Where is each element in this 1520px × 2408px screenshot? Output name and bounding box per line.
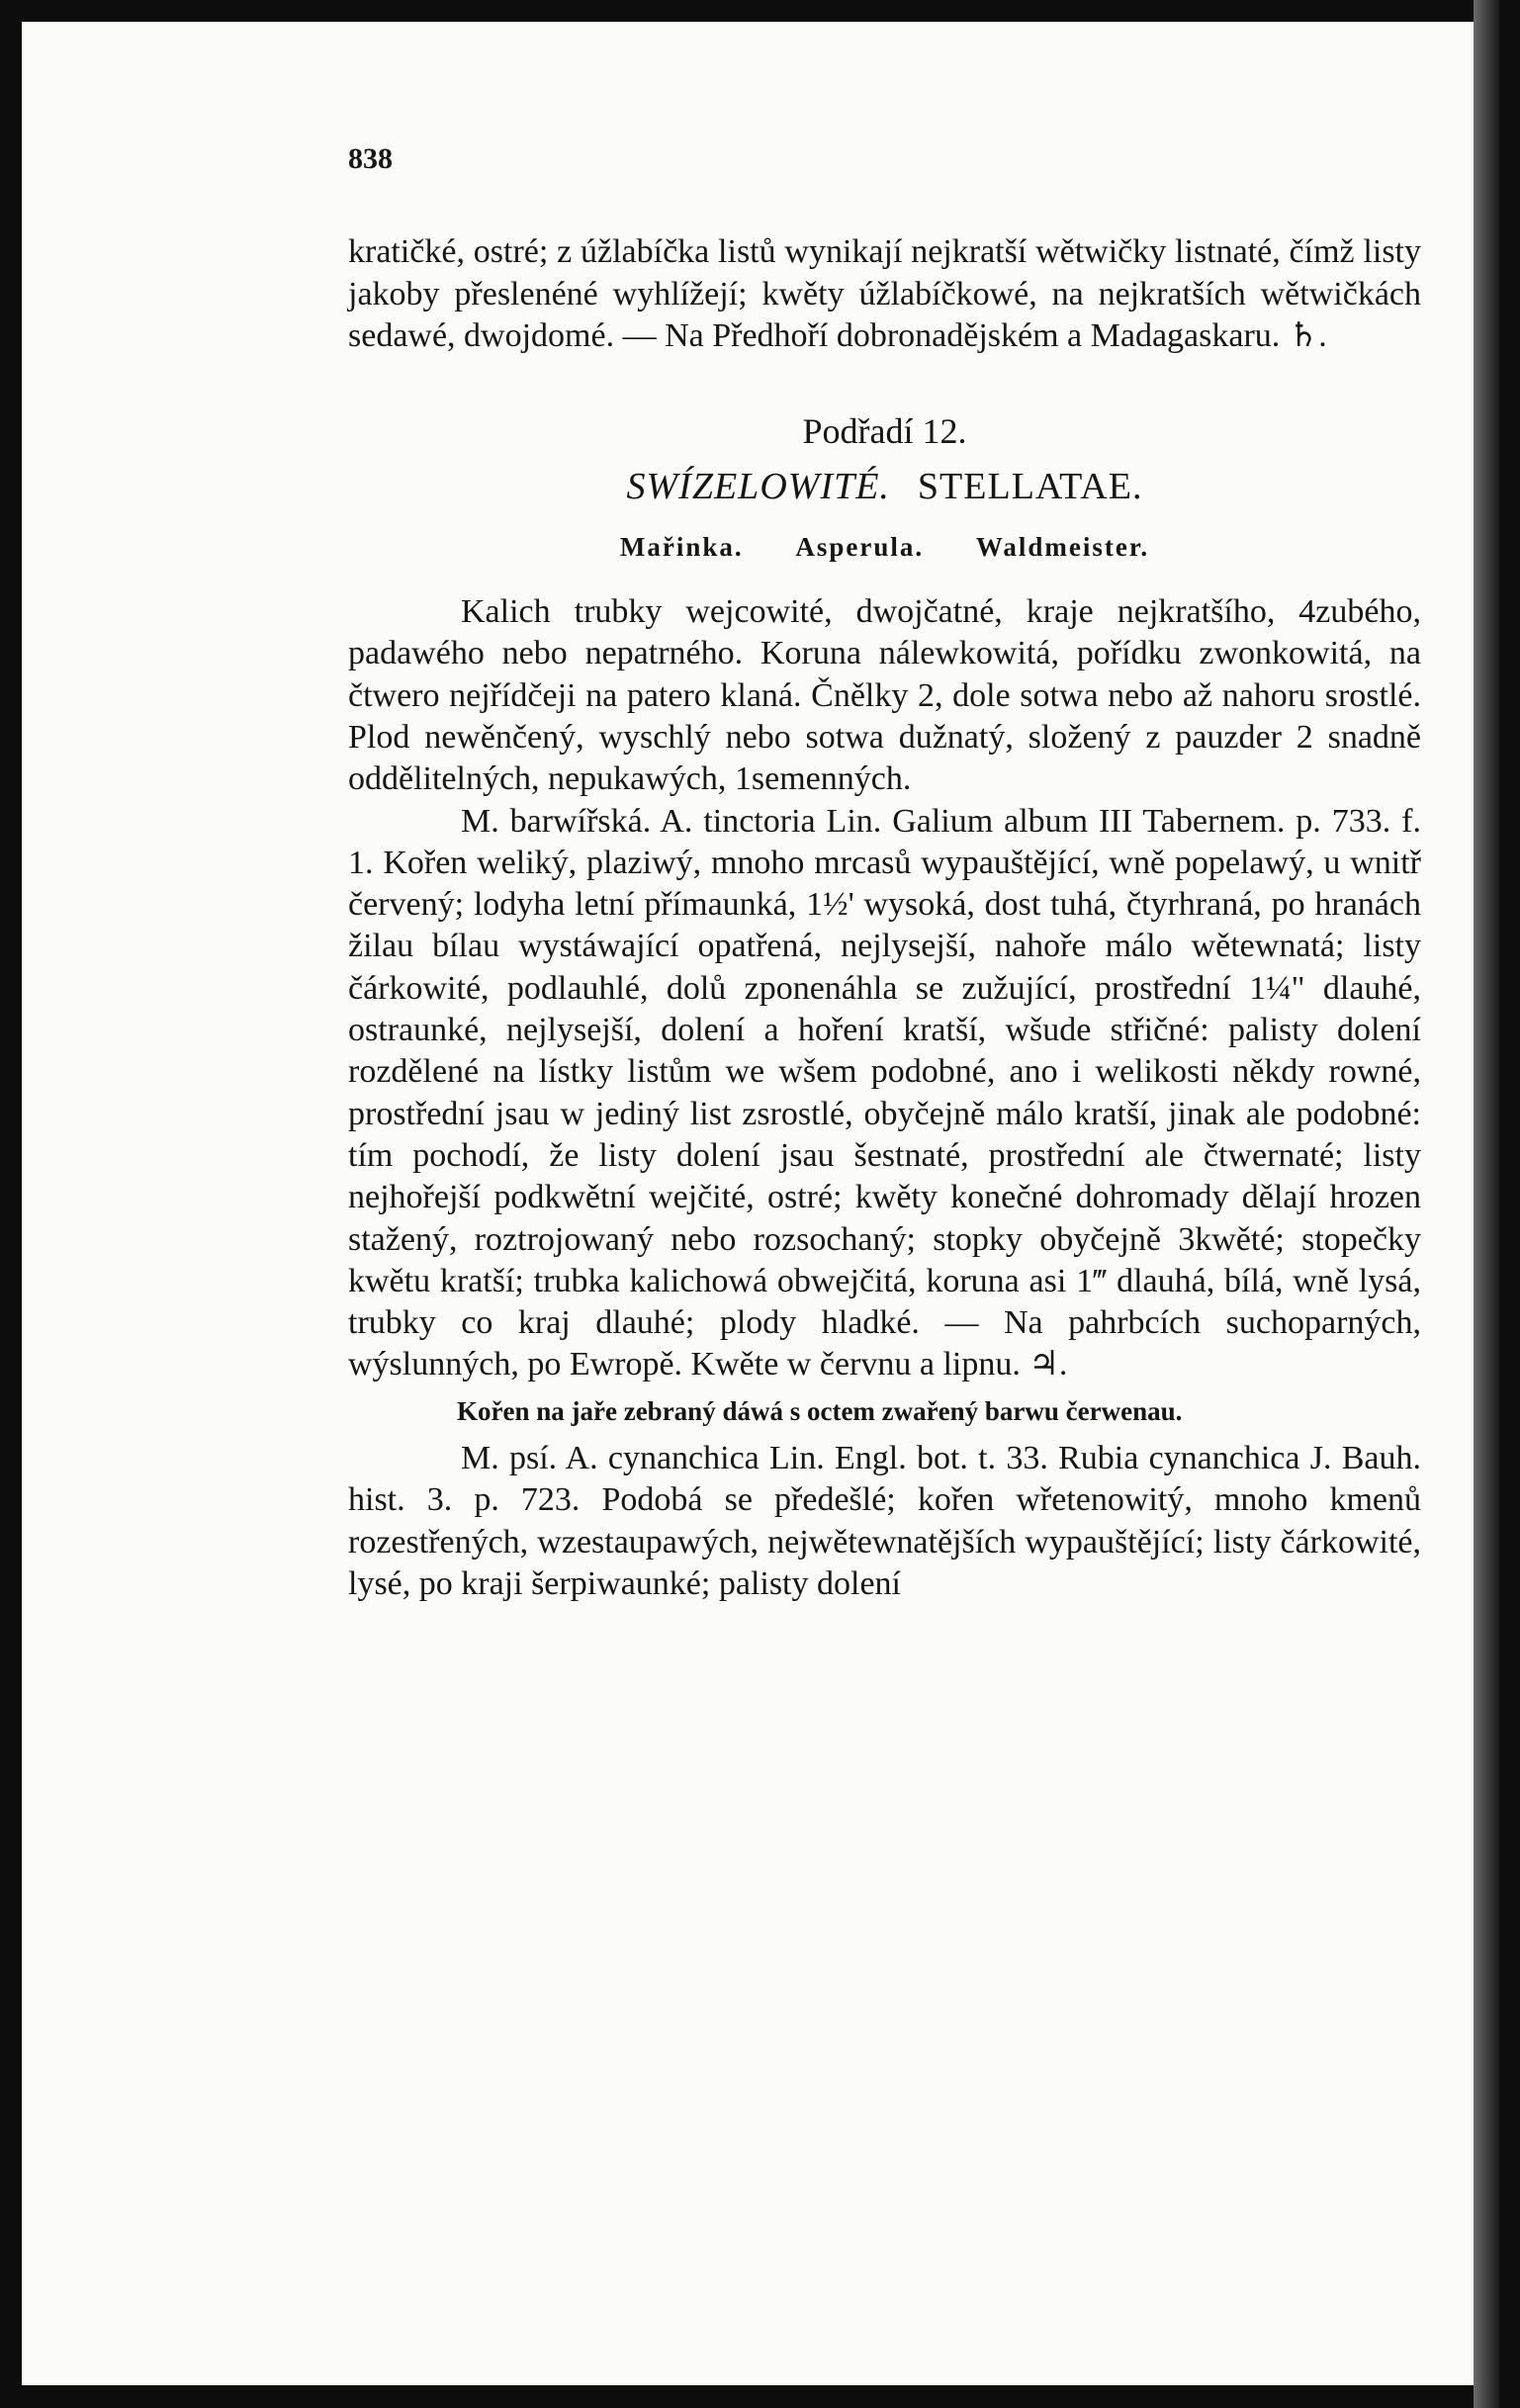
suborder-heading: Podřadí 12. [802,411,967,452]
intro-paragraph: kratičké, ostré; z úžlabíčka listů wynikají nejkratší wětwičky listnaté, čímž listy jakoby přeslenéné wyhlížejí; kwěty úžlabíčkowé, na nejkratších wětwičkách sedawé, dwojdomé. — Na Předhoří dobronadějském a Madagaskaru. ♄. [348,233,1421,354]
page-number: 838 [348,142,393,175]
species-asperula-cynanchica: M. psí. A. cynanchica Lin. Engl. bot. t. 33. Rubia cynanchica J. Bauh. hist. 3. p. 723. Podobá se předešlé; kořen wřetenowitý, mnoho kmenů rozestřených, wzestaupawých, nejwětewnatějších wypauštějící; listy čárkowité, lysé, po kraji šerpiwaunké; palisty dolení [348,1440,1421,1602]
species-note: Kořen na jaře zebraný dáwá s octem zwařený barwu čerwenau. [457,1395,1183,1426]
suborder-name-czech: SWÍZELOWITÉ. [626,466,890,508]
species-asperula-tinctoria: M. barwířská. A. tinctoria Lin. Galium album III Tabernem. p. 733. f. 1. Kořen weliký, plaziwý, mnoho mrcasů wypauštějící, wně popelawý, u wnitř červený; lodyha letní přímaunká, 1½' wysoká, dost tuhá, čtyrhraná, po hranách žilau bílau wystáwající opatřená, nejlysejší, nahoře málo wětewnatá; listy čárkowité, podlauhlé, dolů zponenáhla se zužující, prostřední 1¼" dlauhé, ostraunké, nejlysejší, dolení a hoření kratší, wšude střičné: palisty dolení rozdělené na lístky listům we wšem podobné, ano i welikosti někdy rowné, prostřední jsau w jediný list zsrostlé, obyčejně málo kratší, jinak ale podobné: tím pochodí, že listy dolení jsau šestnaté, prostřední ale čtwernaté; listy nejhořejší podkwětní wejčité, ostré; kwěty konečné dohromady dělají hrozen stažený, roztrojowaný nebo rozsochaný; stopky obyčejně 3kwěté; stopečky kwětu kratší; trubka kalichowá obwejčitá, koruna asi 1‴ dlauhá, bílá, wně lysá, trubky co kraj dlauhé; plody hladké. — Na pahrbcích suchoparných, wýslunných, po Ewropě. Kwěte w červnu a lipnu. ♃. [348,802,1421,1383]
genus-czech: Mařinka. [619,531,744,562]
genus-description: Kalich trubky wejcowité, dwojčatné, kraje nejkratšího, 4zubého, padawého nebo nepatrného. Koruna nálewkowitá, pořídku zwonkowitá, na čtwero nejřídčeji na patero klaná. Čnělky 2, dole sotwa nebo až nahoru srostlé. Plod newěnčený, wyschlý nebo sotwa dužnatý, složený z pauzder 2 snadně oddělitelných, nepukawých, 1semenných. [348,593,1421,798]
genus-latin: Asperula. [795,531,925,562]
suborder-name-latin: STELLATAE. [917,466,1143,508]
genus-heading [348,526,1421,568]
genus-german: Waldmeister. [975,531,1150,562]
page-fold-shadow [1474,0,1499,2408]
suborder-name [348,466,1421,507]
page-content [348,138,1421,1605]
